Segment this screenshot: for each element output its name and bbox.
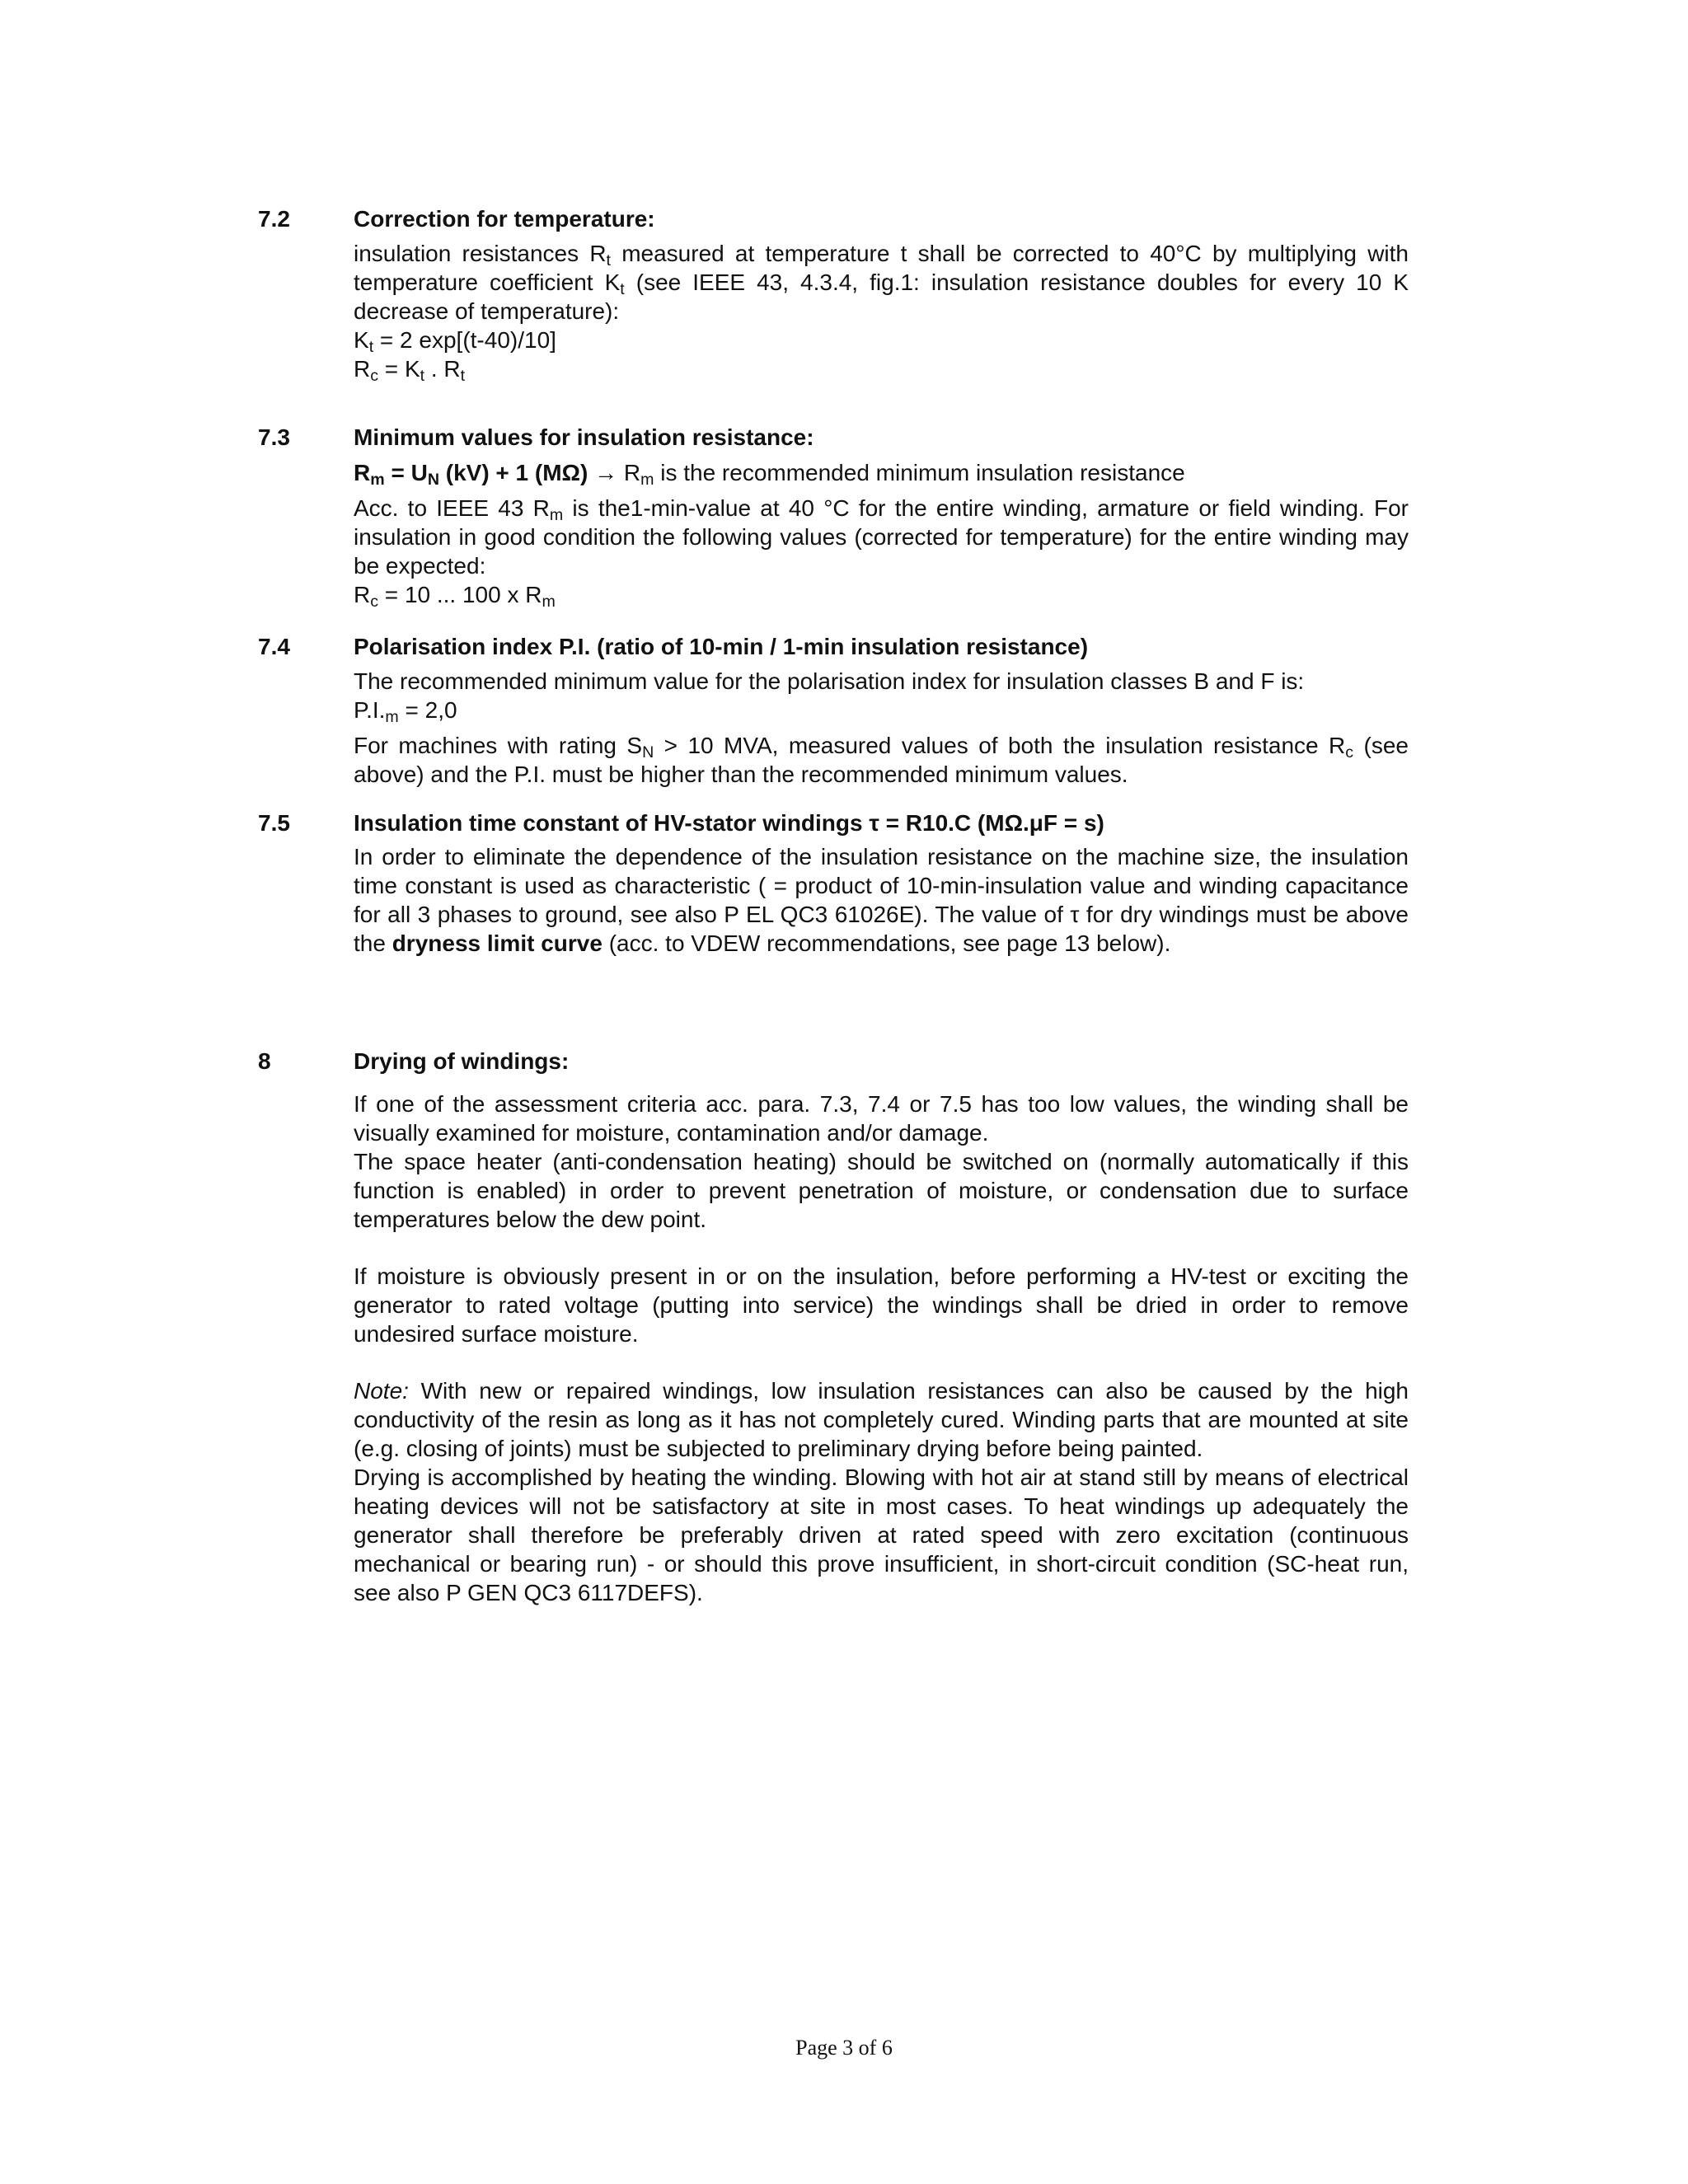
paragraph: If moisture is obviously present in or on the insulation, before performing a HV-test or exciting the generator to rated voltage (putting into service) the windings shall be dried in order to remove undesired surface moisture. <box>354 1263 1409 1347</box>
formula-kt: $K_t = 2$ exp[(t-40)/10] <box>354 327 556 356</box>
section-number: 8 <box>258 1048 271 1074</box>
formula-pi: $P.I._m = 2,0$ <box>354 697 457 726</box>
formula-rm: $R_m = U_N$ (kV) + 1 $(M\Omega) \to R_m$ is the recommended minimum insulation resistance <box>354 460 1185 489</box>
section-heading: Correction for temperature: <box>354 206 655 232</box>
section-number: 7.2 <box>258 206 290 232</box>
paragraph: Acc. to IEEE 43 $R_m$ is the1-min-value at 40 °C for the entire winding, armature or field winding. For insulation in good condition the following values (corrected for temperature) for the entire winding may be expected: <box>354 495 1409 579</box>
paragraph: The recommended minimum value for the polarisation index for insulation classes B and F is: <box>354 668 1305 694</box>
section-number: 7.4 <box>258 634 290 659</box>
section-body <box>354 667 1409 789</box>
section-number: 7.3 <box>258 424 290 450</box>
paragraph: In order to eliminate the dependence of the insulation resistance on the machine size, the insulation time constant is used as characteristic ( = product of 10-min-insulation value and winding capacitance for all 3 phases to ground, see also P EL QC3 61026E). The value of τ for dry windings must be above the dryness limit curve (acc. to VDEW recommendations, see page 13 below). <box>354 844 1409 956</box>
paragraph: For machines with rating $S_N > 10$ MVA, measured values of both the insulation resistance $R_c$ (see above) and the P.I. must be higher than the recommended minimum values. <box>354 733 1409 787</box>
paragraph: insulation resistances $R_t$ measured at temperature t shall be corrected to 40°C by multiplying with temperature coefficient $K_t$ (see IEEE 43, 4.3.4, fig.1: insulation resistance doubles for every 10 K decrease of temperature): <box>354 241 1409 324</box>
section-body <box>354 1090 1409 1607</box>
formula-rc: $R_c = K_t$ . $R_t$ <box>354 356 466 385</box>
paragraph: The space heater (anti-condensation heating) should be switched on (normally automatically if this function is enabled) in order to prevent penetration of moisture, or condensation due to surface temperatures below the dew point. <box>354 1149 1409 1232</box>
paragraph: If one of the assessment criteria acc. para. 7.3, 7.4 or 7.5 has too low values, the winding shall be visually examined for moisture, contamination and/or damage. <box>354 1091 1409 1146</box>
section-body <box>354 239 1409 383</box>
page-footer: Page 3 of 6 <box>795 2036 893 2060</box>
section-heading: Polarisation index P.I. (ratio of 10-min / 1-min insulation resistance) <box>354 634 1089 659</box>
formula-rc-range: $R_c = 10$ ... 100 x $R_m$ <box>354 582 556 611</box>
section-heading: Insulation time constant of HV-stator windings τ = R10.C (MΩ.μF = s) <box>354 810 1104 836</box>
section-body <box>354 458 1409 609</box>
section-heading: Drying of windings: <box>354 1048 570 1074</box>
section-number: 7.5 <box>258 810 290 836</box>
section-body <box>354 842 1409 958</box>
note-paragraph: Note: With new or repaired windings, low insulation resistances can also be caused by the high conductivity of the resin as long as it has not completely cured. Winding parts that are mounted at site (e.g. closing of joints) must be subjected to preliminary drying before being painted. <box>354 1378 1409 1461</box>
paragraph: Drying is accomplished by heating the winding. Blowing with hot air at stand still by means of electrical heating devices will not be satisfactory at site in most cases. To heat windings up adequately the generator shall therefore be preferably driven at rated speed with zero excitation (continuous mechanical or bearing run) - or should this prove insufficient, in short-circuit condition (SC-heat run, see also P GEN QC3 6117DEFS). <box>354 1465 1409 1605</box>
section-heading: Minimum values for insulation resistance: <box>354 424 814 450</box>
